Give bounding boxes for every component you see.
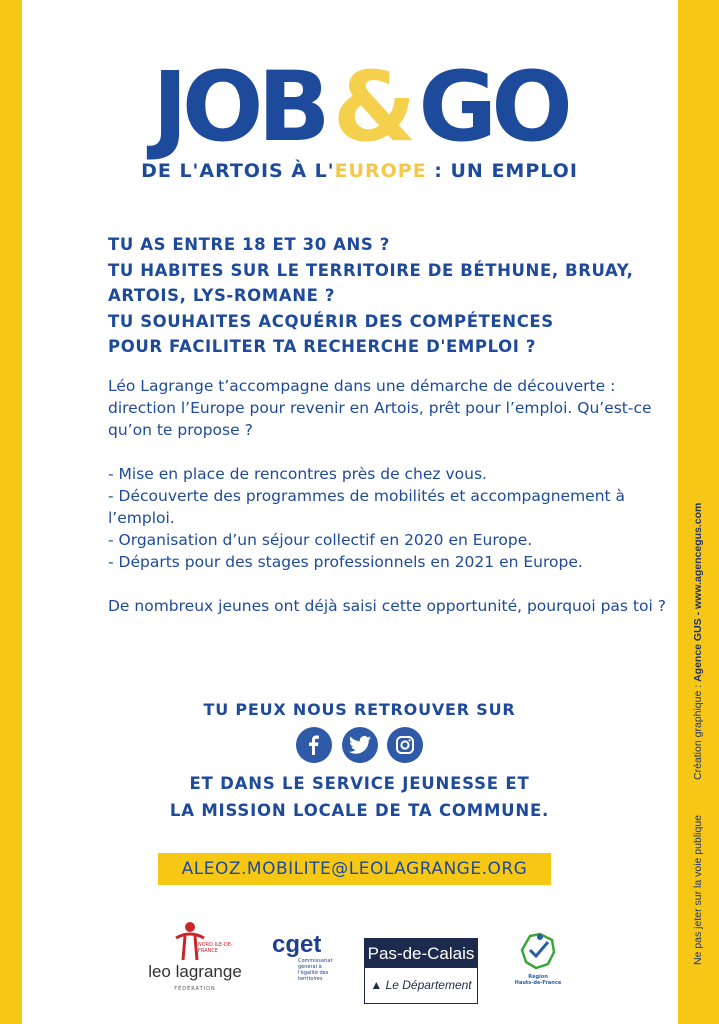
cget-sub: Commissariat général à l'égalité des territoires (298, 958, 333, 982)
litter-notice: Ne pas jeter sur la voie publique (692, 814, 704, 965)
question-line: TU HABITES SUR LE TERRITOIRE DE BÉTHUNE, BRUAY, (108, 260, 634, 280)
pdc-bottom (365, 968, 477, 1003)
service-line: LA MISSION LOCALE DE TA COMMUNE. (169, 801, 550, 820)
credit-label: Création graphique : (692, 681, 704, 780)
pas-de-calais-logo (364, 938, 478, 1004)
tagline-part2: : UN EMPLOI (426, 160, 578, 182)
hauts-de-france-logo (510, 932, 566, 986)
offer-item: - Départs pour des stages professionnels en 2021 en Europe. (108, 553, 583, 571)
facebook-icon[interactable] (296, 727, 332, 763)
closing-paragraph: De nombreux jeunes ont déjà saisi cette opportunité, pourquoi pas toi ? (108, 597, 666, 615)
hdf-line1: Région (528, 974, 548, 980)
hdf-line2: Hauts-de-France (514, 980, 562, 986)
tagline (0, 160, 719, 182)
find-us-title: TU PEUX NOUS RETROUVER SUR (203, 700, 516, 719)
service-line: ET DANS LE SERVICE JEUNESSE ET (189, 774, 530, 793)
pdc-bottom-label: Le Département (385, 978, 472, 992)
service-text (0, 770, 719, 824)
tagline-part1: DE L'ARTOIS À L' (141, 160, 335, 182)
logo-word-job: JOB (152, 51, 325, 163)
leo-region: NORD ILE-DE-FRANCE (198, 942, 233, 954)
question-line: POUR FACILITER TA RECHERCHE D'EMPLOI ? (108, 337, 537, 356)
leo-sub: FÉDÉRATION (174, 986, 216, 992)
partner-logos (0, 920, 719, 1010)
body-text (108, 375, 668, 617)
logo-ampersand: & (332, 51, 411, 163)
offer-item: - Organisation d’un séjour collectif en 2020 en Europe. (108, 531, 533, 549)
intro-paragraph: Léo Lagrange t’accompagne dans une démarche de découverte : direction l’Europe pour revenir en Artois, prêt pour l’emploi. Qu’est-ce qu’on te propose ? (108, 377, 652, 439)
cget-logo (272, 932, 342, 982)
social-links (0, 727, 719, 763)
pdc-triangle-icon: ▲ (370, 978, 386, 992)
leo-lagrange-logo (140, 920, 250, 1000)
pdc-top: Pas-de-Calais (365, 939, 477, 968)
questions-block (108, 232, 668, 360)
leo-lagrange-figure-icon (170, 920, 210, 962)
offer-item: - Découverte des programmes de mobilités et accompagnement à l’emploi. (108, 487, 626, 527)
job-and-go-logo (0, 52, 719, 162)
contact-email[interactable]: ALEOZ.MOBILITE@LEOLAGRANGE.ORG (158, 853, 551, 885)
logo-word-go: GO (418, 51, 567, 163)
twitter-icon[interactable] (342, 727, 378, 763)
credit-name: Agence GUS - www.agencegus.com (692, 502, 704, 682)
cget-name: cget (272, 931, 322, 958)
france-map-icon (518, 932, 558, 970)
offer-item: - Mise en place de rencontres près de chez vous. (108, 465, 487, 483)
tagline-highlight: EUROPE (334, 160, 427, 182)
question-line: TU AS ENTRE 18 ET 30 ANS ? (108, 235, 390, 254)
question-line: ARTOIS, LYS-ROMANE ? (108, 286, 335, 305)
instagram-icon[interactable] (387, 727, 423, 763)
leo-name: leo lagrange (148, 962, 242, 981)
question-line: TU SOUHAITES ACQUÉRIR DES COMPÉTENCES (108, 311, 554, 331)
